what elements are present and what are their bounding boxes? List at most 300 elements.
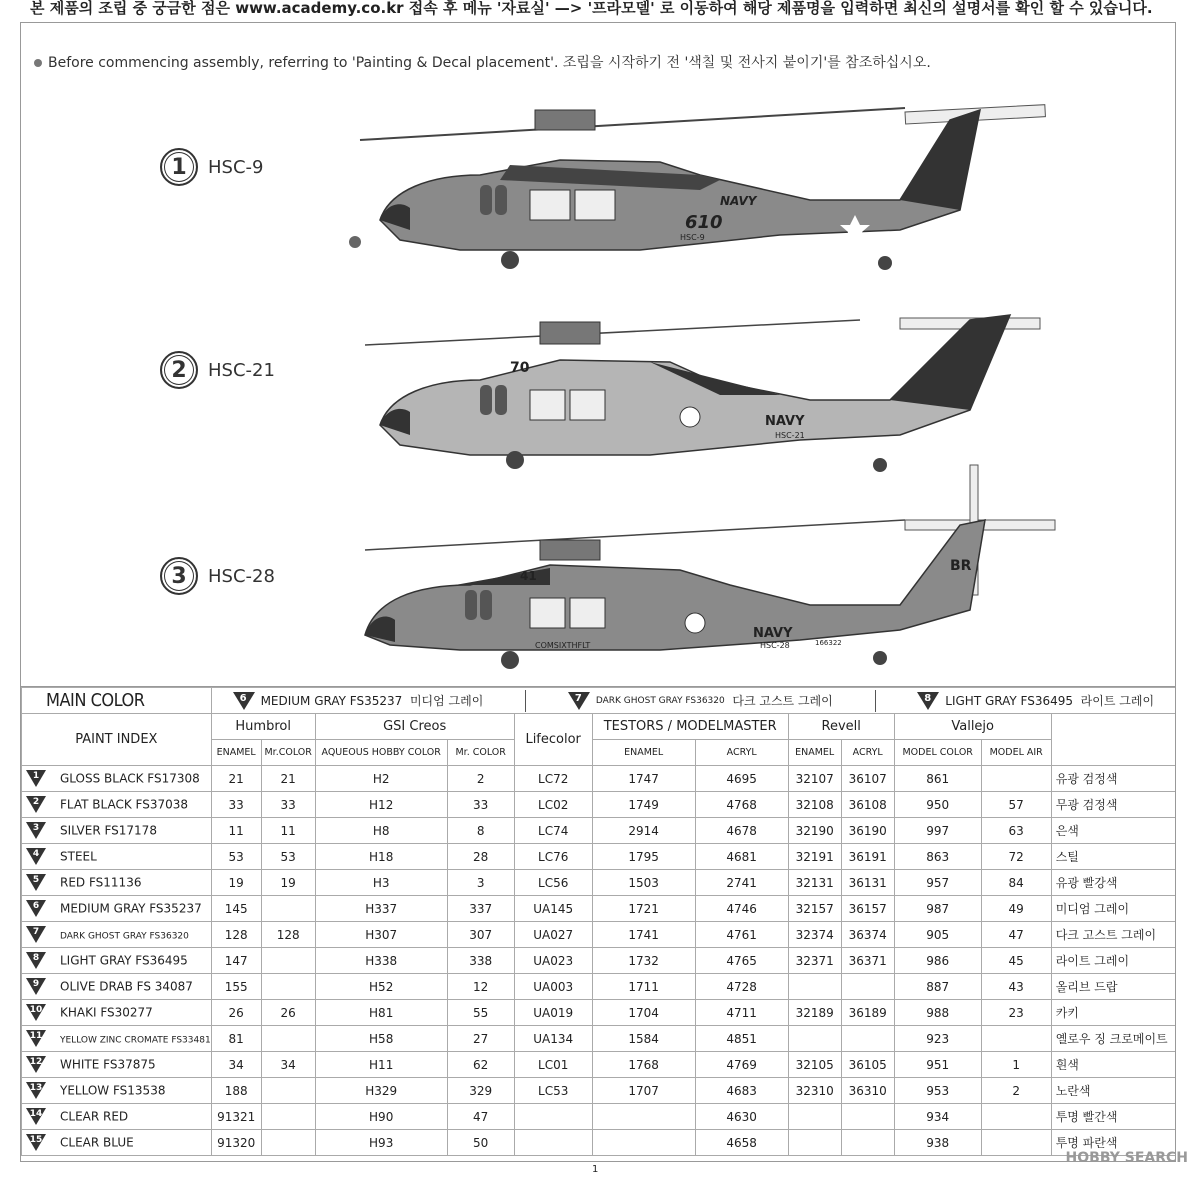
paint-code-te: 1732 <box>592 948 695 974</box>
main-color-7-kor: 다크 고스트 그레이 <box>732 694 833 708</box>
paint-code-va: 23 <box>981 1000 1051 1026</box>
paint-name: MEDIUM GRAY FS35237 <box>60 901 202 915</box>
paint-name-cell <box>22 1026 212 1052</box>
note-text: Before commencing assembly, referring to 'Painting & Decal placement'. 조립을 시작하기 전 '색칠 및 전사지 붙이기'를 참조하십시오. <box>48 55 931 71</box>
paint-code-he: 21 <box>211 766 261 792</box>
paint-code-va: 57 <box>981 792 1051 818</box>
squadron-text-2: HSC-21 <box>775 431 805 440</box>
table-row <box>22 1052 1176 1078</box>
paint-code-lc: LC72 <box>514 766 592 792</box>
paint-name-cell <box>22 948 212 974</box>
scheme-label-1 <box>160 148 263 186</box>
paint-name: KHAKI FS30277 <box>60 1005 153 1019</box>
paint-code-gm: 2 <box>447 766 514 792</box>
main-color-7-label: DARK GHOST GRAY FS36320 <box>595 695 725 706</box>
paint-code-vm: 988 <box>894 1000 981 1026</box>
table-row <box>22 896 1176 922</box>
paint-code-hm: 21 <box>261 766 315 792</box>
paint-number-badge <box>26 874 46 892</box>
main-color-8-label: LIGHT GRAY FS36495 <box>945 693 1074 708</box>
main-color-title: MAIN COLOR <box>22 688 212 714</box>
paint-name-cell <box>22 1104 212 1130</box>
paint-code-te: 1749 <box>592 792 695 818</box>
paint-korean-name: 유광 검정색 <box>1051 766 1175 792</box>
watermark: HOBBY SEARCH <box>1065 1150 1188 1166</box>
paint-code-vm: 923 <box>894 1026 981 1052</box>
paint-number: 14 <box>29 1108 43 1119</box>
group-humbrol: Humbrol <box>211 714 315 740</box>
paint-korean-name: 옐로우 징 크로메이트 <box>1051 1026 1175 1052</box>
paint-korean-name: 무광 검정색 <box>1051 792 1175 818</box>
paint-code-re: 32310 <box>788 1078 841 1104</box>
paint-code-va <box>981 1104 1051 1130</box>
paint-code-va <box>981 766 1051 792</box>
paint-code-hm: 33 <box>261 792 315 818</box>
paint-name-cell <box>22 766 212 792</box>
paint-code-re <box>788 974 841 1000</box>
paint-code-ra: 36189 <box>841 1000 894 1026</box>
paint-code-ta: 4746 <box>695 896 788 922</box>
navy-text-2: NAVY <box>765 414 805 429</box>
paint-code-ta: 4728 <box>695 974 788 1000</box>
paint-code-ra <box>841 1026 894 1052</box>
paint-code-te: 1707 <box>592 1078 695 1104</box>
main-color-8 <box>917 692 1154 710</box>
paint-name-cell <box>22 1000 212 1026</box>
paint-code-va: 1 <box>981 1052 1051 1078</box>
paint-code-ga: H12 <box>315 792 447 818</box>
paint-code-re: 32105 <box>788 1052 841 1078</box>
paint-number-badge <box>26 1056 46 1074</box>
paint-korean-name: 은색 <box>1051 818 1175 844</box>
paint-code-gm: 62 <box>447 1052 514 1078</box>
paint-number-badge <box>26 1134 46 1152</box>
paint-korean-name: 라이트 그레이 <box>1051 948 1175 974</box>
paint-code-gm: 33 <box>447 792 514 818</box>
sub-testors-acryl: ACRYL <box>695 740 788 766</box>
paint-code-te: 1721 <box>592 896 695 922</box>
sub-revell-enamel: ENAMEL <box>788 740 841 766</box>
paint-number-badge <box>26 978 46 996</box>
paint-code-ra: 36191 <box>841 844 894 870</box>
paint-code-ra: 36157 <box>841 896 894 922</box>
paint-code-lc: LC01 <box>514 1052 592 1078</box>
paint-code-ga: H11 <box>315 1052 447 1078</box>
main-color-8-kor: 라이트 그레이 <box>1080 694 1155 708</box>
paint-number: 2 <box>32 796 40 807</box>
paint-code-lc <box>514 1104 592 1130</box>
paint-name: WHITE FS37875 <box>60 1057 156 1071</box>
main-color-6-kor: 미디엄 그레이 <box>409 694 484 708</box>
paint-code-gm: 338 <box>447 948 514 974</box>
paint-code-ga: H338 <box>315 948 447 974</box>
paint-number: 8 <box>32 952 40 963</box>
paint-code-va <box>981 1130 1051 1156</box>
paint-number-badge <box>26 1108 46 1126</box>
paint-code-vm: 953 <box>894 1078 981 1104</box>
sub-vallejo-model: MODEL COLOR <box>894 740 981 766</box>
scheme-number-3: 3 <box>160 557 198 595</box>
helicopter-profile-3 <box>360 460 1060 675</box>
main-color-7-num: 7 <box>574 692 582 704</box>
paint-code-he: 33 <box>211 792 261 818</box>
paint-code-vm: 957 <box>894 870 981 896</box>
table-row <box>22 1000 1176 1026</box>
paint-code-re: 32191 <box>788 844 841 870</box>
paint-rows <box>22 766 1176 1156</box>
paint-number-badge <box>26 848 46 866</box>
paint-code-ga: H90 <box>315 1104 447 1130</box>
paint-name-cell <box>22 1052 212 1078</box>
sub-humbrol-mr: Mr.COLOR <box>261 740 315 766</box>
main-color-items <box>212 690 1175 712</box>
paint-number-badge <box>26 926 46 944</box>
paint-name-cell <box>22 818 212 844</box>
paint-name-cell <box>22 922 212 948</box>
serial-text-3: 166322 <box>815 639 842 647</box>
modex-1: 610 <box>685 212 723 233</box>
paint-code-ta: 4678 <box>695 818 788 844</box>
paint-korean-name: 올리브 드랍 <box>1051 974 1175 1000</box>
paint-code-re <box>788 1104 841 1130</box>
paint-code-hm: 19 <box>261 870 315 896</box>
paint-code-re: 32371 <box>788 948 841 974</box>
sub-revell-acryl: ACRYL <box>841 740 894 766</box>
paint-number-badge <box>26 1004 46 1022</box>
paint-name-cell <box>22 1130 212 1156</box>
paint-code-he: 147 <box>211 948 261 974</box>
paint-code-ra: 36374 <box>841 922 894 948</box>
paint-korean-name: 유광 빨강색 <box>1051 870 1175 896</box>
paint-code-re: 32189 <box>788 1000 841 1026</box>
paint-code-ra: 36310 <box>841 1078 894 1104</box>
paint-code-gm: 28 <box>447 844 514 870</box>
paint-code-va: 63 <box>981 818 1051 844</box>
paint-code-re: 32374 <box>788 922 841 948</box>
helicopter-profile-1 <box>340 80 1060 280</box>
paint-code-gm: 27 <box>447 1026 514 1052</box>
paint-name: STEEL <box>60 849 97 863</box>
paint-code-te <box>592 1130 695 1156</box>
paint-number: 10 <box>29 1004 43 1015</box>
paint-code-he: 128 <box>211 922 261 948</box>
paint-table <box>21 687 1175 1156</box>
paint-code-ra <box>841 1130 894 1156</box>
paint-code-hm <box>261 1078 315 1104</box>
paint-code-ra: 36131 <box>841 870 894 896</box>
scheme-name-2: HSC-21 <box>208 359 275 381</box>
paint-code-ra: 36190 <box>841 818 894 844</box>
paint-code-ta: 4681 <box>695 844 788 870</box>
main-color-8-num: 8 <box>924 692 932 704</box>
paint-name-cell <box>22 974 212 1000</box>
side-text-3: COMSIXTHFLT <box>535 641 591 650</box>
paint-code-te: 1747 <box>592 766 695 792</box>
paint-code-ga: H329 <box>315 1078 447 1104</box>
paint-code-vm: 938 <box>894 1130 981 1156</box>
paint-code-gm: 8 <box>447 818 514 844</box>
paint-code-vm: 905 <box>894 922 981 948</box>
paint-name-cell <box>22 870 212 896</box>
paint-code-lc: UA019 <box>514 1000 592 1026</box>
paint-code-ta: 4683 <box>695 1078 788 1104</box>
scheme-label-2 <box>160 351 275 389</box>
sub-vallejo-air: MODEL AIR <box>981 740 1051 766</box>
paint-code-lc: LC74 <box>514 818 592 844</box>
paint-code-vm: 951 <box>894 1052 981 1078</box>
paint-code-ga: H58 <box>315 1026 447 1052</box>
main-color-6-num: 6 <box>239 692 247 704</box>
paint-code-lc: UA145 <box>514 896 592 922</box>
group-lifecolor: Lifecolor <box>514 714 592 766</box>
main-color-7 <box>568 692 833 710</box>
group-revell: Revell <box>788 714 894 740</box>
paint-code-te: 1768 <box>592 1052 695 1078</box>
paint-code-re <box>788 1026 841 1052</box>
paint-index-title: PAINT INDEX <box>22 714 212 766</box>
paint-code-vm: 997 <box>894 818 981 844</box>
paint-code-ra <box>841 974 894 1000</box>
modex-2: 70 <box>510 360 530 376</box>
paint-number: 7 <box>32 926 40 937</box>
table-row <box>22 1130 1176 1156</box>
table-row <box>22 766 1176 792</box>
paint-code-va <box>981 1026 1051 1052</box>
scheme-name-3: HSC-28 <box>208 565 275 587</box>
table-row <box>22 948 1176 974</box>
paint-code-ga: H337 <box>315 896 447 922</box>
paint-code-ta: 4851 <box>695 1026 788 1052</box>
paint-code-ta: 4768 <box>695 792 788 818</box>
squadron-text-3: HSC-28 <box>760 641 790 650</box>
paint-number: 11 <box>29 1030 43 1041</box>
paint-code-he: 81 <box>211 1026 261 1052</box>
paint-code-hm <box>261 948 315 974</box>
paint-code-va: 2 <box>981 1078 1051 1104</box>
paint-code-he: 34 <box>211 1052 261 1078</box>
paint-code-gm: 329 <box>447 1078 514 1104</box>
paint-code-re: 32157 <box>788 896 841 922</box>
paint-number-badge <box>26 1082 46 1100</box>
scheme-number-2: 2 <box>160 351 198 389</box>
paint-name-cell <box>22 844 212 870</box>
paint-code-re: 32131 <box>788 870 841 896</box>
paint-code-lc: LC53 <box>514 1078 592 1104</box>
paint-number-badge <box>26 952 46 970</box>
paint-code-va: 72 <box>981 844 1051 870</box>
paint-number-badge <box>26 796 46 814</box>
paint-name-cell <box>22 792 212 818</box>
paint-code-te: 2914 <box>592 818 695 844</box>
paint-number: 15 <box>29 1134 43 1145</box>
paint-code-va: 49 <box>981 896 1051 922</box>
table-row <box>22 870 1176 896</box>
bullet-icon <box>34 59 42 67</box>
paint-code-ga: H307 <box>315 922 447 948</box>
paint-code-ra: 36371 <box>841 948 894 974</box>
paint-code-ga: H93 <box>315 1130 447 1156</box>
top-banner: 본 제품의 조립 중 궁금한 점은 www.academy.co.kr 접속 후 메뉴 '자료실' —> '프라모델' 로 이동하여 해당 제품명을 입력하면 최신의 설명서를 확인 할 수 있습니다. <box>0 0 1200 22</box>
group-vallejo: Vallejo <box>894 714 1051 740</box>
scheme-number-1: 1 <box>160 148 198 186</box>
paint-code-he: 91320 <box>211 1130 261 1156</box>
paint-code-gm: 337 <box>447 896 514 922</box>
paint-code-ra: 36107 <box>841 766 894 792</box>
paint-name-cell <box>22 1078 212 1104</box>
paint-name: CLEAR BLUE <box>60 1135 134 1149</box>
paint-code-lc: UA003 <box>514 974 592 1000</box>
paint-code-re: 32107 <box>788 766 841 792</box>
paint-code-gm: 47 <box>447 1104 514 1130</box>
paint-code-vm: 987 <box>894 896 981 922</box>
paint-code-gm: 55 <box>447 1000 514 1026</box>
paint-code-gm: 50 <box>447 1130 514 1156</box>
paint-number-badge <box>26 822 46 840</box>
paint-code-lc: UA134 <box>514 1026 592 1052</box>
paint-korean-name: 노란색 <box>1051 1078 1175 1104</box>
paint-code-gm: 12 <box>447 974 514 1000</box>
paint-code-ra <box>841 1104 894 1130</box>
table-row <box>22 1104 1176 1130</box>
paint-code-lc: LC76 <box>514 844 592 870</box>
paint-code-te: 1704 <box>592 1000 695 1026</box>
paint-code-te: 1584 <box>592 1026 695 1052</box>
assembly-note <box>34 52 931 72</box>
paint-code-vm: 863 <box>894 844 981 870</box>
paint-code-he: 11 <box>211 818 261 844</box>
paint-code-ta: 4630 <box>695 1104 788 1130</box>
paint-code-he: 26 <box>211 1000 261 1026</box>
paint-code-hm: 11 <box>261 818 315 844</box>
paint-korean-name: 투명 파란색 <box>1051 1130 1175 1156</box>
paint-code-lc: LC56 <box>514 870 592 896</box>
paint-code-ga: H2 <box>315 766 447 792</box>
squadron-text-1: HSC-9 <box>680 233 705 242</box>
paint-korean-name: 투명 빨간색 <box>1051 1104 1175 1130</box>
navy-text-1: NAVY <box>720 194 757 208</box>
paint-code-ga: H8 <box>315 818 447 844</box>
table-row <box>22 818 1176 844</box>
paint-code-hm: 128 <box>261 922 315 948</box>
paint-code-vm: 861 <box>894 766 981 792</box>
paint-code-vm: 986 <box>894 948 981 974</box>
paint-number: 3 <box>32 822 40 833</box>
table-row <box>22 792 1176 818</box>
paint-code-he: 91321 <box>211 1104 261 1130</box>
paint-code-te: 1503 <box>592 870 695 896</box>
paint-code-vm: 887 <box>894 974 981 1000</box>
paint-name: YELLOW FS13538 <box>60 1083 166 1097</box>
table-row <box>22 1026 1176 1052</box>
paint-code-hm: 53 <box>261 844 315 870</box>
paint-code-re: 32190 <box>788 818 841 844</box>
scheme-name-1: HSC-9 <box>208 156 264 178</box>
paint-korean-name: 스틸 <box>1051 844 1175 870</box>
paint-name: RED FS11136 <box>60 875 142 889</box>
paint-code-ta: 4711 <box>695 1000 788 1026</box>
paint-korean-name: 다크 고스트 그레이 <box>1051 922 1175 948</box>
paint-code-va: 47 <box>981 922 1051 948</box>
paint-code-ta: 2741 <box>695 870 788 896</box>
paint-code-ga: H81 <box>315 1000 447 1026</box>
paint-code-hm: 34 <box>261 1052 315 1078</box>
paint-code-vm: 950 <box>894 792 981 818</box>
paint-code-he: 53 <box>211 844 261 870</box>
paint-name-cell <box>22 896 212 922</box>
paint-name: SILVER FS17178 <box>60 823 157 837</box>
table-row <box>22 922 1176 948</box>
paint-code-lc: UA027 <box>514 922 592 948</box>
paint-name: OLIVE DRAB FS 34087 <box>60 979 193 993</box>
paint-code-ta: 4769 <box>695 1052 788 1078</box>
sub-testors-enamel: ENAMEL <box>592 740 695 766</box>
paint-code-he: 19 <box>211 870 261 896</box>
paint-number: 12 <box>29 1056 43 1067</box>
main-color-6-label: MEDIUM GRAY FS35237 <box>260 693 403 708</box>
paint-code-ta: 4695 <box>695 766 788 792</box>
paint-code-re <box>788 1130 841 1156</box>
table-row <box>22 974 1176 1000</box>
paint-code-ra: 36105 <box>841 1052 894 1078</box>
separator <box>875 690 876 712</box>
paint-code-hm: 26 <box>261 1000 315 1026</box>
paint-number-badge <box>26 900 46 918</box>
paint-number: 1 <box>32 770 40 781</box>
paint-number: 9 <box>32 978 40 989</box>
paint-number-badge <box>26 1030 46 1048</box>
sub-gsi-aqueous: AQUEOUS HOBBY COLOR <box>315 740 447 766</box>
paint-code-va: 43 <box>981 974 1051 1000</box>
paint-number-badge <box>26 770 46 788</box>
paint-korean-name: 미디엄 그레이 <box>1051 896 1175 922</box>
paint-code-hm <box>261 974 315 1000</box>
paint-code-ga: H18 <box>315 844 447 870</box>
separator <box>525 690 526 712</box>
paint-code-va: 45 <box>981 948 1051 974</box>
group-testors: TESTORS / MODELMASTER <box>592 714 788 740</box>
paint-table-wrap <box>20 686 1176 1162</box>
paint-name: YELLOW ZINC CROMATE FS33481 <box>60 1035 211 1045</box>
table-row <box>22 844 1176 870</box>
paint-code-he: 188 <box>211 1078 261 1104</box>
paint-code-lc: UA023 <box>514 948 592 974</box>
paint-name: DARK GHOST GRAY FS36320 <box>60 931 189 941</box>
paint-code-he: 145 <box>211 896 261 922</box>
main-color-6 <box>233 692 484 710</box>
sub-humbrol-enamel: ENAMEL <box>211 740 261 766</box>
paint-number: 5 <box>32 874 40 885</box>
paint-korean-name: 카키 <box>1051 1000 1175 1026</box>
paint-code-hm <box>261 1104 315 1130</box>
sub-gsi-mr: Mr. COLOR <box>447 740 514 766</box>
paint-name: CLEAR RED <box>60 1109 129 1123</box>
paint-code-te: 1711 <box>592 974 695 1000</box>
table-row <box>22 1078 1176 1104</box>
paint-code-ra: 36108 <box>841 792 894 818</box>
paint-code-te <box>592 1104 695 1130</box>
paint-korean-name: 흰색 <box>1051 1052 1175 1078</box>
paint-code-lc <box>514 1130 592 1156</box>
tail-code-3: BR <box>950 558 972 574</box>
paint-code-ta: 4658 <box>695 1130 788 1156</box>
paint-code-va: 84 <box>981 870 1051 896</box>
paint-code-hm <box>261 896 315 922</box>
paint-code-vm: 934 <box>894 1104 981 1130</box>
paint-code-hm <box>261 1026 315 1052</box>
paint-code-ta: 4761 <box>695 922 788 948</box>
paint-code-te: 1741 <box>592 922 695 948</box>
paint-number: 4 <box>32 848 40 859</box>
